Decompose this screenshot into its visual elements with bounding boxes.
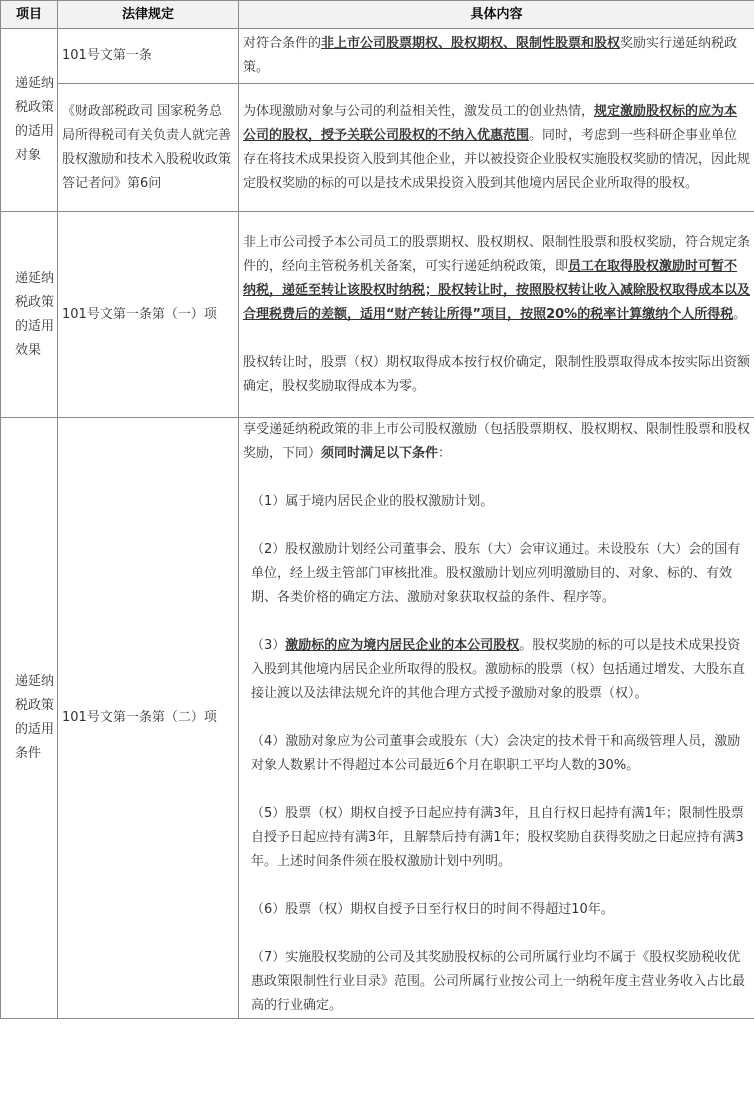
condition-item: （2）股权激励计划经公司董事会、股东（大）会审议通过。未设股东（大）会的国有单位，经上级主管部门审核批准。股权激励计划应列明激励目的、对象、标的、有效期、各类价格的确定方法、激励对象获取权益的条件、程序等。	[251, 542, 741, 605]
table-row	[1, 84, 754, 212]
law-cell: 101号文第一条第（一）项	[58, 212, 239, 418]
item-cell: 递延纳税政策的适用条件	[1, 418, 58, 1019]
content-text: （3）	[251, 638, 286, 653]
condition-item: （6）股票（权）期权自授予日至行权日的时间不得超过10年。	[251, 902, 614, 917]
item-cell: 递延纳税政策的适用效果	[1, 212, 58, 418]
item-cell: 递延纳税政策的适用对象	[1, 29, 58, 212]
content-text: ：	[438, 446, 452, 461]
header-law: 法律规定	[58, 1, 239, 29]
law-cell: 101号文第一条	[58, 29, 239, 84]
content-text: 。同时，考虑到一些科研企事业单位存在将技术成果投资入股到其他企业，并以被投资企业股权实施股权奖励的情况，因此规定股权奖励的标的可以是技术成果投资入股到其他境内居民企业所取得的股权。	[243, 127, 751, 191]
content-cell	[239, 212, 754, 418]
content-emphasis: 非上市公司股票期权、股权期权、限制性股票和股权	[321, 36, 621, 51]
law-cell: 101号文第一条第（二）项	[58, 418, 239, 1019]
content-emphasis: 规定激励股权标的应为本公司的股权，授予关联公司股权的不纳入优惠范围	[243, 103, 738, 143]
content-emphasis: 激励标的应为境内居民企业的本公司股权	[285, 638, 520, 653]
table-header-row	[1, 1, 754, 29]
content-text: 奖励实行递延纳税政策。	[243, 36, 738, 75]
law-cell: 《财政部税政司 国家税务总局所得税司有关负责人就完善股权激励和技术入股税收政策答记者问》第6问	[58, 84, 239, 212]
content-text: 股权转让时，股票（权）期权取得成本按行权价确定，限制性股票取得成本按实际出资额确定，股权奖励取得成本为零。	[243, 354, 751, 394]
content-emphasis: 须同时满足以下条件	[321, 446, 439, 461]
content-text: 对符合条件的	[243, 36, 322, 51]
content-cell	[239, 29, 754, 84]
content-emphasis: 员工在取得股权激励时可暂不纳税，递延至转让该股权时纳税；股权转让时，按照股权转让收入减除股权取得成本以及合理税费后的差额，适用“财产转让所得”项目，按照20%的税率计算缴纳个人所得税	[243, 258, 751, 322]
content-text: 。股权奖励的标的可以是技术成果投资入股到其他境内居民企业所取得的股权。激励标的股票（权）包括通过增发、大股东直接让渡以及法律法规允许的其他合理方式授予激励对象的股票（权）。	[251, 638, 746, 701]
condition-item: （5）股票（权）期权自授予日起应持有满3年，且自行权日起持有满1年；限制性股票自授予日起应持有满3年，且解禁后持有满1年；股权奖励自获得奖励之日起应持有满3年。上述时间条件须在股权激励计划中列明。	[251, 806, 744, 869]
content-cell	[239, 84, 754, 212]
content-text: 享受递延纳税政策的非上市公司股权激励（包括股票期权、股权期权、限制性股票和股权奖励，下同）	[243, 422, 751, 461]
table-row	[1, 212, 754, 418]
header-content: 具体内容	[239, 1, 754, 29]
content-text: 为体现激励对象与公司的利益相关性，激发员工的创业热情，	[243, 103, 595, 119]
table-row	[1, 29, 754, 84]
content-text: 非上市公司授予本公司员工的股票期权、股权期权、限制性股票和股权奖励，符合规定条件的，经向主管税务机关备案，可实行递延纳税政策，即	[243, 234, 751, 274]
table-row	[1, 418, 754, 1019]
condition-item: （1）属于境内居民企业的股权激励计划。	[251, 494, 494, 509]
content-text: 。	[733, 306, 747, 322]
condition-item: （7）实施股权奖励的公司及其奖励股权标的公司所属行业均不属于《股权奖励税收优惠政策限制性行业目录》范围。公司所属行业按公司上一纳税年度主营业务收入占比最高的行业确定。	[251, 950, 746, 1013]
condition-item: （4）激励对象应为公司董事会或股东（大）会决定的技术骨干和高级管理人员，激励对象人数累计不得超过本公司最近6个月在职职工平均人数的30%。	[251, 734, 741, 773]
content-cell	[239, 418, 754, 1019]
condition-item	[243, 634, 750, 706]
header-item: 项目	[1, 1, 58, 29]
